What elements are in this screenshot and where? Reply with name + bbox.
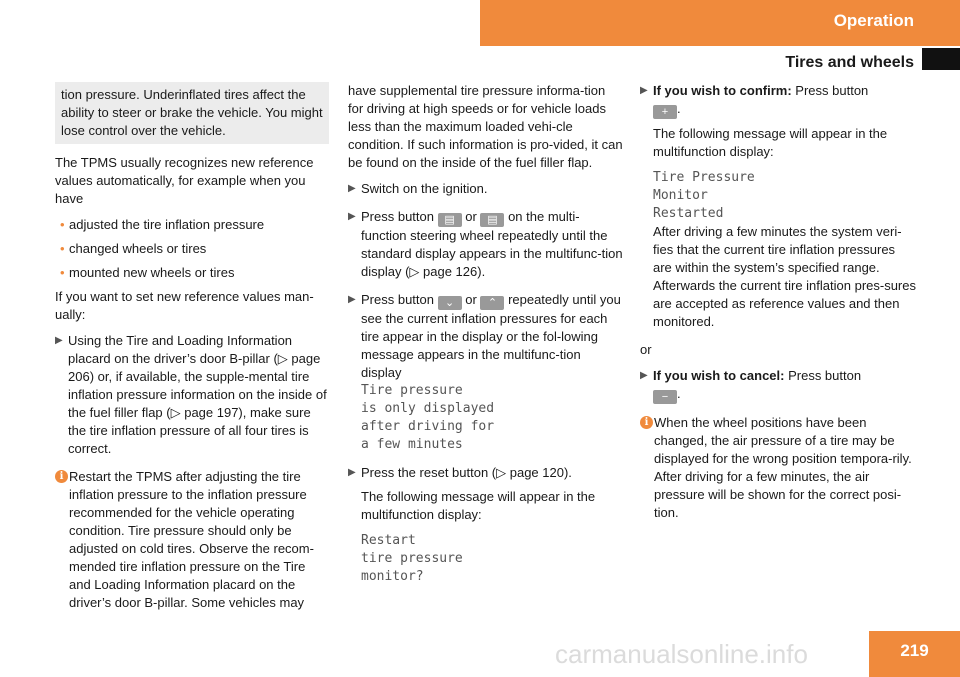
minus-button-icon: − bbox=[653, 390, 677, 404]
down-button-icon: ⌄ bbox=[438, 296, 462, 310]
list-item: • changed wheels or tires bbox=[55, 240, 329, 258]
list-item: • adjusted the tire inflation pressure bbox=[55, 216, 329, 234]
step-item bbox=[348, 208, 624, 281]
display-line: monitor? bbox=[361, 569, 424, 584]
manual-reset-text: If you want to set new reference values man-ually: bbox=[55, 289, 314, 322]
info-note bbox=[640, 414, 916, 522]
column-1 bbox=[55, 82, 329, 612]
cancel-label: If you wish to cancel: bbox=[653, 368, 785, 383]
display-message bbox=[361, 382, 624, 454]
display-button-icon: ▤ bbox=[480, 213, 504, 227]
step-arrow-icon: ▶ bbox=[348, 183, 356, 194]
info-note bbox=[55, 468, 329, 612]
display-message bbox=[361, 532, 624, 586]
display-line: Tire Pressure bbox=[653, 170, 755, 185]
display-message bbox=[653, 169, 916, 223]
step-item: ▶ If you wish to confirm: Press button + . The following message will appear in the multifunction display: Tire Pressure Monitor Restarted After driving a few minutes the system veri-fies that the current tire inflation pressures are within the system’s specified range. Afterwards the current tire inflation pres-sures are accepted as reference values and then monitored. bbox=[640, 83, 916, 329]
reset-message-text: The following message will appear in the multifunction display: bbox=[361, 489, 596, 522]
display-line: after driving for bbox=[361, 419, 495, 434]
step-text: on the multi-function steering wheel repeatedly until the standard display appears in the multifunc-tion display (▷ page 126). bbox=[361, 209, 623, 279]
subsection-title: Tires and wheels bbox=[785, 54, 914, 71]
warning-box: tion pressure. Underinflated tires affect the ability to steer or brake the vehicle. You might lose control over the vehicle. bbox=[55, 82, 329, 144]
step-text: Press button bbox=[795, 83, 869, 98]
step-text: repeatedly until you see the current inflation pressures for each tire appear in the display or the fol-lowing message appears in the multifunc-tion display bbox=[361, 292, 621, 380]
step-item: ▶ If you wish to cancel: Press button − . bbox=[640, 368, 862, 403]
display-line: Monitor bbox=[653, 188, 708, 203]
display-line: a few minutes bbox=[361, 437, 463, 452]
step-text: Press button bbox=[788, 368, 862, 383]
step-arrow-icon: ▶ bbox=[55, 335, 63, 346]
step-arrow-icon: ▶ bbox=[640, 85, 648, 96]
confirm-label: If you wish to confirm: bbox=[653, 83, 792, 98]
display-line: is only displayed bbox=[361, 401, 495, 416]
step-text: Press the reset button (▷ page 120). bbox=[361, 465, 572, 480]
step-item bbox=[55, 332, 329, 458]
step-item bbox=[348, 291, 624, 454]
step-arrow-icon: ▶ bbox=[640, 370, 648, 381]
step-text: Press button bbox=[361, 209, 434, 224]
display-line: Tire pressure bbox=[361, 383, 463, 398]
column-3 bbox=[640, 82, 916, 522]
info-icon: i bbox=[55, 470, 68, 483]
display-line: tire pressure bbox=[361, 551, 463, 566]
display-line: Restart bbox=[361, 533, 416, 548]
up-button-icon: ⌃ bbox=[480, 296, 504, 310]
header-tab-marker bbox=[922, 48, 960, 70]
continued-text: have supplemental tire pressure informa-tion for driving at high speeds or for vehicle loads less than the maximum loaded vehi-cle condition. If such information is pro-vided, it can be found on the inside of the fuel filler flap. bbox=[348, 83, 623, 170]
display-button-icon: ▤ bbox=[438, 213, 462, 227]
or-text: or bbox=[640, 342, 652, 357]
display-line: Restarted bbox=[653, 206, 724, 221]
step-item bbox=[348, 464, 624, 586]
step-item bbox=[348, 180, 624, 198]
step-text: Using the Tire and Loading Information placard on the driver’s door B-pillar (▷ page 206) or, if available, the supple-mental tire inflation pressure information on the inside of the fuel filler flap (▷ page 197), make sure the tire inflation pressure of all four tires is correct. bbox=[68, 333, 327, 456]
confirm-message-text: The following message will appear in the multifunction display: bbox=[653, 126, 888, 159]
step-text: Press button bbox=[361, 292, 434, 307]
intro-text: The TPMS usually recognizes new reference values automatically, for example when you have bbox=[55, 155, 314, 206]
step-arrow-icon: ▶ bbox=[348, 294, 356, 305]
section-title: Operation bbox=[833, 11, 914, 30]
step-arrow-icon: ▶ bbox=[348, 467, 356, 478]
list-item: • mounted new wheels or tires bbox=[55, 264, 329, 282]
page-number: 219 bbox=[869, 631, 960, 677]
info-text: Restart the TPMS after adjusting the tire inflation pressure to the inflation pressure recommended for the vehicle operating condition. Tire pressure should only be adjusted on cold tires. Observe the recom-mended tire inflation pressure on the Tire and Loading Information placard on the driver’s door B-pillar. Some vehicles may bbox=[69, 469, 314, 610]
after-text: After driving a few minutes the system veri-fies that the current tire inflation pressures are within the system’s specified range. Afterwards the current tire inflation pres-sures are accepted as reference values and then monitored. bbox=[653, 224, 916, 329]
info-text: When the wheel positions have been changed, the air pressure of a tire may be displayed for the wrong position tempora-rily. After driving for a few minutes, the air pressure will be shown for the correct posi-tion. bbox=[654, 415, 912, 520]
column-2 bbox=[348, 82, 624, 596]
info-icon: i bbox=[640, 416, 653, 429]
step-text: or bbox=[465, 292, 477, 307]
plus-button-icon: + bbox=[653, 105, 677, 119]
step-text: or bbox=[465, 209, 477, 224]
step-text: Switch on the ignition. bbox=[361, 181, 488, 196]
step-arrow-icon: ▶ bbox=[348, 211, 356, 222]
watermark: carmanualsonline.info bbox=[555, 639, 808, 669]
